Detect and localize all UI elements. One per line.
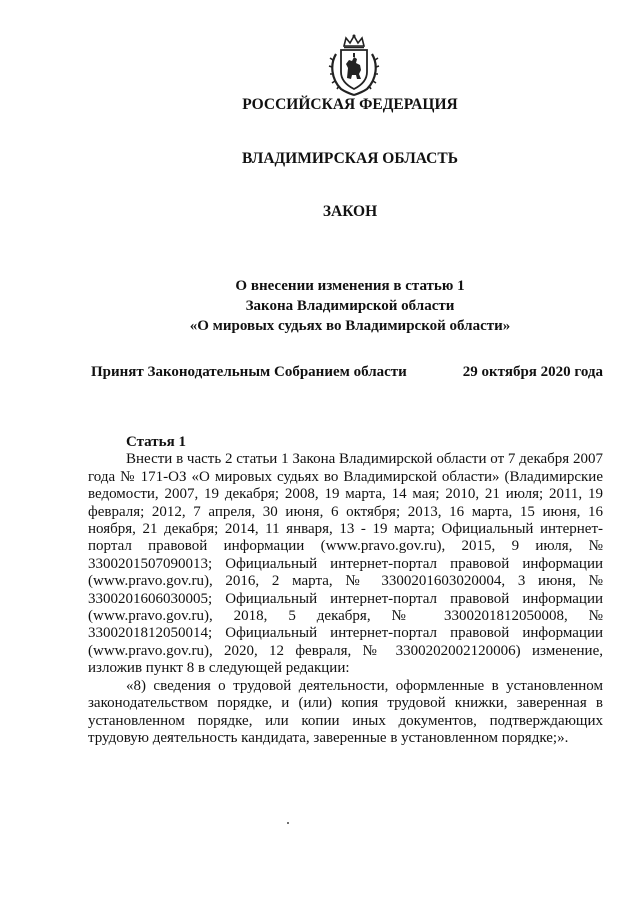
- article-heading: Статья 1: [126, 434, 186, 450]
- law-title: [30, 276, 640, 336]
- scan-mark: [287, 822, 289, 824]
- coat-of-arms-icon: [327, 34, 381, 96]
- article-1: [88, 434, 603, 747]
- law-title-line-2: Закона Владимирской области: [245, 298, 455, 314]
- law-title-line-3: «О мировых судьях во Владимирской области»: [189, 318, 511, 334]
- country-heading: РОССИЙСКАЯ ФЕДЕРАЦИЯ: [242, 96, 458, 113]
- adoption-date: 29 октября 2020 года: [462, 364, 603, 380]
- document-type-heading: ЗАКОН: [322, 203, 378, 220]
- adoption-line: [91, 364, 603, 381]
- law-title-line-1: О внесении изменения в статью 1: [235, 278, 465, 294]
- region-heading: ВЛАДИМИРСКАЯ ОБЛАСТЬ: [242, 150, 458, 167]
- adopted-by: Принят Законодательным Собранием области: [91, 364, 407, 380]
- article-quote: «8) сведения о трудовой деятельности, оформленные в установленном законодательством порядке, и (или) копия трудовой книжки, заверенная в установленном порядке, или копии иных документов, подтверждающих трудовую деятельность кандидата, заверенные в установленном порядке;».: [88, 677, 603, 746]
- article-body: Внести в часть 2 статьи 1 Закона Владимирской области от 7 декабря 2007 года № 171-ОЗ «О мировых судьях во Владимирской области» (Владимирские ведомости, 2007, 19 декабря; 2008, 19 марта, 14 мая; 2010, 21 июля; 2011, 19 февраля; 2012, 7 апреля, 30 июня, 6 октября; 2013, 16 марта, 15 июня, 16 ноября, 21 декабря; 2014, 11 января, 13 - 19 марта; Официальный интернет-портал правовой информации (www.pravo.gov.ru), 2015, 9 июля, № 3300201507090013; Официальный интернет-портал правовой информации (www.pravo.gov.ru), 2016, 2 марта, № 3300201603020004, 3 июня, № 3300201606030005; Официальный интернет-портал правовой информации (www.pravo.gov.ru), 2018, 5 декабря, № 3300201812050008, № 3300201812050014; Официальный интернет-портал правовой информации (www.pravo.gov.ru), 2020, 12 февраля, № 3300202002120006) изменение, изложив пункт 8 в следующей редакции:: [88, 451, 603, 677]
